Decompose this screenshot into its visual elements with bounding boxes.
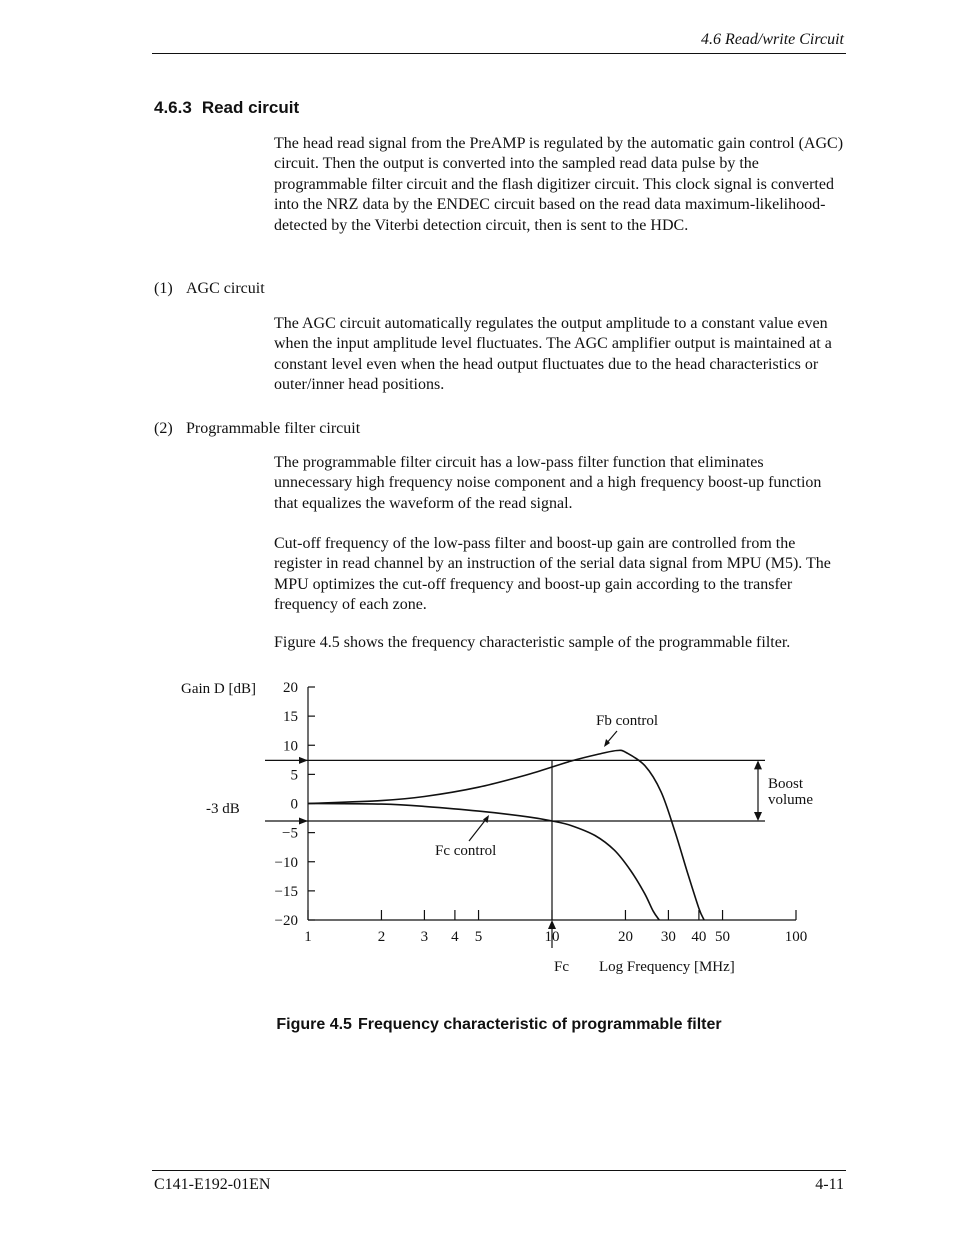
filter-paragraph-3: Figure 4.5 shows the frequency characteristic sample of the programmable filter. [274,634,791,651]
filter-paragraph-2: Cut-off frequency of the low-pass filter and boost-up gain are controlled from the register in read channel by an instruction of the serial data signal from MPU (M5). The MPU optimizes the cut-off frequency and boost-up gain according to the transfer frequency of each zone. [274,535,831,614]
minus3-arrowhead [299,817,308,824]
item-number: (1) [154,280,173,297]
x-tick-label: 30 [660,929,676,945]
y-tick-label: 20 [283,680,298,696]
y-tick-label: 10 [283,738,298,755]
x-tick-label: 4 [451,929,459,945]
item-title: Programmable filter circuit [186,420,361,437]
y-tick-label: 0 [290,796,298,813]
chart-axes [181,680,807,975]
figure-caption [0,1016,954,1034]
footer-rule [152,1170,846,1171]
running-header: 4.6 Read/write Circuit [701,31,844,48]
fc-marker-arrowhead [548,920,556,929]
x-tick-label: 1 [304,929,312,945]
chart-series [308,750,704,920]
boost-volume-arrowhead-bottom [754,812,762,821]
x-tick-label: 5 [474,929,483,945]
filter-paragraph-1: The programmable filter circuit has a low-pass filter function that eliminates unnecessary high frequency noise component and a high frequency boost-up function that equalizes the waveform of the read signal. [274,454,822,512]
y-tick-label: −5 [282,825,298,842]
intro-paragraph: The head read signal from the PreAMP is regulated by the automatic gain control (AGC) circuit. Then the output is converted into the sampled read data pulse by the programmable filter circuit and the flash digitizer circuit. This clock signal is converted into the NRZ data by the ENDEC circuit based on the read data maximum-likelihood-detected by the Viterbi detection circuit, then is sent to the HDC. [274,135,844,234]
section-number: 4.6.3 [154,98,192,117]
minus3-db-label: -3 dB [206,801,240,817]
x-axis-title: Log Frequency [MHz] [599,959,735,975]
y-axis-title: Gain D [dB] [181,681,256,697]
boost-label: Boost [768,776,804,792]
boost-volume-arrowhead-top [754,760,762,769]
x-tick-label: 50 [715,929,731,945]
x-tick-label: 10 [544,929,560,945]
section-title: Read circuit [201,98,300,117]
x-tick-label: 3 [420,929,429,945]
footer-page-number: 4-11 [815,1176,844,1193]
y-tick-label: −20 [274,913,298,929]
item-title: AGC circuit [186,280,265,297]
footer-doc-id: C141-E192-01EN [154,1176,271,1193]
y-tick-label: −10 [274,854,298,871]
x-tick-label: 40 [691,929,707,945]
x-tick-label: 100 [784,929,808,945]
x-tick-label: 2 [377,929,386,945]
item-number: (2) [154,420,173,437]
boost-arrowhead [299,757,308,764]
agc-paragraph: The AGC circuit automatically regulates the output amplitude to a constant value even when the input amplitude level fluctuates. The AGC amplifier output is maintained at a constant level even when the head output fluctuates due to the head characteristics or outer/inner head positions. [274,315,832,394]
fc-control-label: Fc control [435,843,497,859]
y-tick-label: 5 [290,767,298,784]
volume-label: volume [768,792,813,808]
figure-number: Figure 4.5 [276,1016,352,1033]
y-tick-label: −15 [274,883,298,900]
figure-caption-text: Frequency characteristic of programmable filter [357,1016,722,1033]
y-tick-label: 15 [283,709,298,726]
fb-control-label: Fb control [596,713,659,729]
x-tick-label: 20 [617,929,633,945]
chart-reference-lines [265,757,765,948]
fc-marker-label: Fc [554,959,569,975]
